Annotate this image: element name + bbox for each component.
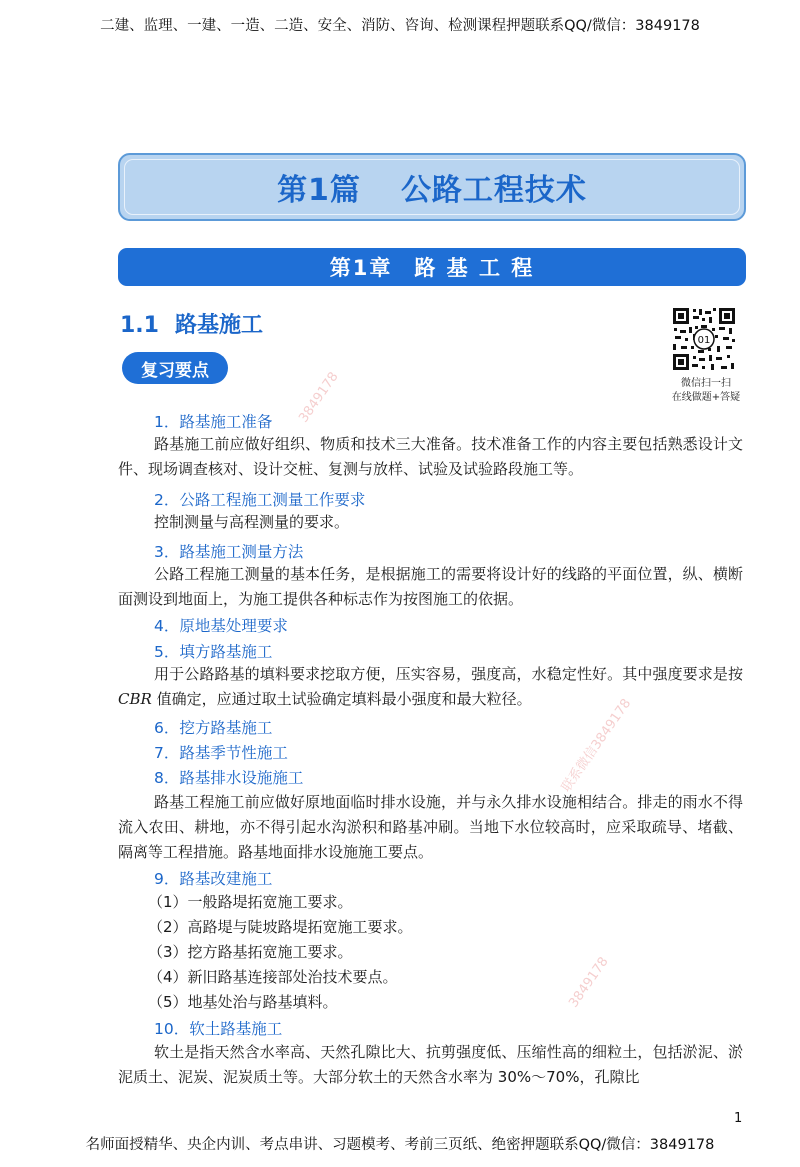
cbr-term: CBR [118, 690, 152, 708]
item-title: 1．路基施工准备 [154, 413, 273, 431]
footer-ad-text: 名师面授精华、央企内训、考点串讲、习题模考、考前三页纸、绝密押题联系QQ/微信：3849178 [85, 1137, 715, 1153]
item-title: 9．路基改建施工 [154, 870, 273, 888]
section-name: 路基施工 [174, 313, 263, 338]
review-points-label: 复习要点 [122, 352, 228, 384]
list-item: （3）挖方路基拓宽施工要求。 [148, 943, 353, 961]
header-ad-text: 二建、监理、一建、一造、二造、安全、消防、咨询、检测课程押题联系QQ/微信：3849178 [100, 18, 700, 34]
part-title-banner [118, 153, 746, 221]
item-title: 10．软土路基施工 [154, 1020, 283, 1038]
item-title: 5．填方路基施工 [154, 643, 273, 661]
page-number: 1 [734, 1111, 743, 1126]
item-body: 用于公路路基的填料要求挖取方便，压实容易，强度高，水稳定性好。其中强度要求是按 CBR 值确定，应通过取土试验确定填料最小强度和最大粒径。 [118, 665, 743, 708]
item-body: 控制测量与高程测量的要求。 [154, 513, 350, 531]
qr-code-icon [671, 306, 737, 372]
item-title: 7．路基季节性施工 [154, 744, 288, 762]
item-body: 路基施工前应做好组织、物质和技术三大准备。技术准备工作的内容主要包括熟悉设计文件、现场调查核对、设计交桩、复测与放样、试验及试验路段施工等。 [118, 435, 743, 478]
item-title: 6．挖方路基施工 [154, 719, 273, 737]
chapter-title [330, 252, 535, 282]
item-body: 软土是指天然含水率高、天然孔隙比大、抗剪强度低、压缩性高的细粒土，包括淤泥、淤泥质土、泥炭、泥炭质土等。大部分软土的天然含水率为 30%～70%，孔隙比 [118, 1043, 743, 1086]
section-number: 1.1 [120, 313, 159, 338]
qr-caption-line1: 微信扫一扫 [681, 378, 731, 389]
svg-text:01: 01 [697, 335, 711, 346]
part-name: 公路工程技术 [400, 173, 587, 208]
qr-caption [660, 377, 752, 405]
part-title [277, 165, 587, 209]
list-item: （1）一般路堤拓宽施工要求。 [148, 893, 353, 911]
chapter-name: 路 基 工 程 [414, 256, 535, 280]
item-body: 公路工程施工测量的基本任务，是根据施工的需要将设计好的线路的平面位置，纵、横断面测设到地面上，为施工提供各种标志作为按图施工的依据。 [118, 565, 743, 608]
part-label: 第1篇 [277, 173, 361, 208]
chapter-title-banner [118, 248, 746, 286]
item-title: 8．路基排水设施施工 [154, 769, 304, 787]
item-body: 路基工程施工前应做好原地面临时排水设施，并与永久排水设施相结合。排走的雨水不得流入农田、耕地，亦不得引起水沟淤积和路基冲刷。当地下水位较高时，应采取疏导、堵截、隔离等工程措施。路基地面排水设施施工要点。 [118, 793, 743, 861]
list-item: （2）高路堤与陡坡路堤拓宽施工要求。 [148, 918, 413, 936]
item-title: 2．公路工程施工测量工作要求 [154, 491, 366, 509]
list-item: （4）新旧路基连接部处治技术要点。 [148, 968, 398, 986]
item-title: 3．路基施工测量方法 [154, 543, 304, 561]
watermark: 联系微信3849178 [558, 696, 635, 795]
item-title: 4．原地基处理要求 [154, 617, 288, 635]
watermark: 3849178 [566, 954, 612, 1011]
section-heading [120, 308, 263, 339]
qr-caption-line2: 在线做题+答疑 [671, 392, 741, 403]
watermark: 3849178 [296, 369, 342, 426]
list-item: （5）地基处治与路基填料。 [148, 993, 338, 1011]
chapter-label: 第1章 [329, 256, 393, 280]
